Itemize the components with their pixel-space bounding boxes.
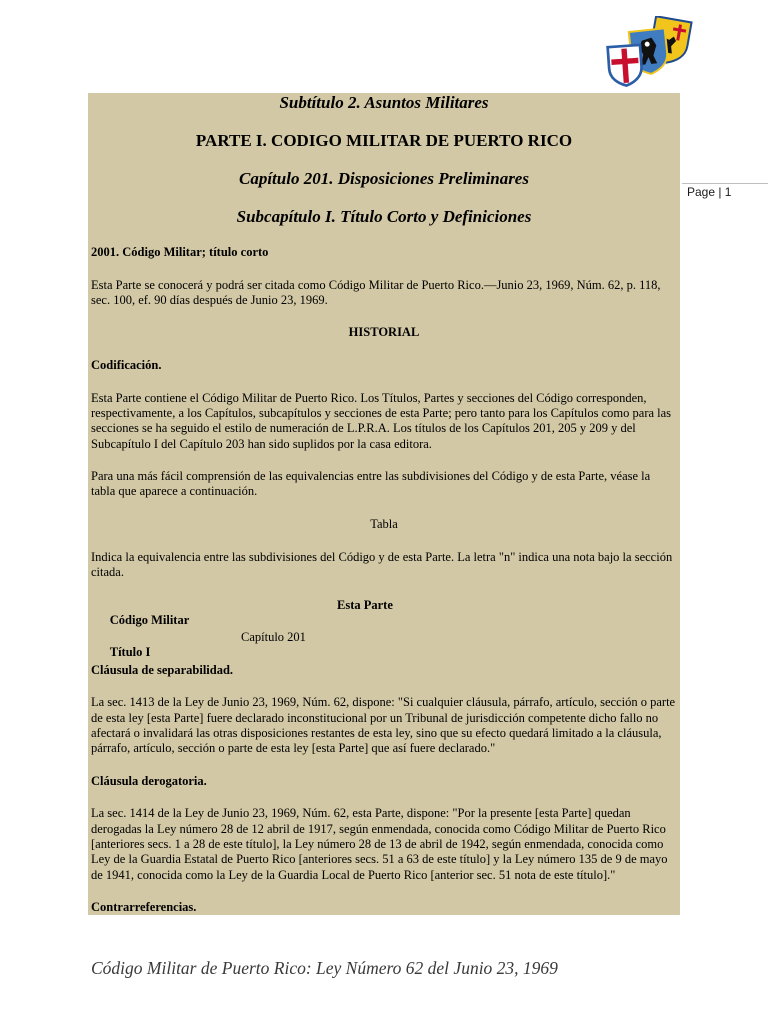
historial-heading: HISTORIAL	[348, 325, 420, 340]
page-number-rule	[682, 183, 768, 184]
table-title: Tabla	[370, 517, 398, 532]
severability-heading: Cláusula de separabilidad.	[91, 662, 234, 677]
white-shield-icon	[608, 45, 643, 87]
footer-text: Código Militar de Puerto Rico: Ley Número 62 del Junio 23, 1969	[91, 958, 558, 978]
page-number: Page | 1	[687, 185, 732, 199]
table-header-row	[91, 597, 677, 627]
repeal-heading: Cláusula derogatoria.	[91, 773, 207, 788]
codification-text: Esta Parte contiene el Código Militar de Puerto Rico. Los Títulos, Partes y secciones del Código corresponden, respectivamente, a los Capítulos, subcapítulos y secciones de esta Parte; pero tanto para los Capítulos como para las secciones se ha seguido el estilo de numeración de L.P.R.A. Los títulos de los Capítulos 201, 205 y 209 y del Subcapítulo I del Capítulo 203 han sido suplidos por la casa editora.	[91, 390, 672, 451]
chapter-title: Capítulo 201. Disposiciones Preliminares	[239, 169, 529, 188]
part-title: PARTE I. CODIGO MILITAR DE PUERTO RICO	[195, 131, 573, 150]
table-row	[91, 630, 677, 660]
logo	[606, 16, 694, 88]
table-cell-codigo-militar: Título I	[109, 645, 151, 660]
repeal-text: La sec. 1414 de la Ley de Junio 23, 1969, Núm. 62, esta Parte, dispone: "Por la presente [esta Parte] quedan derogadas la Ley número 28 de 12 abril de 1917, según enmendada, conocida como Código Militar de Puerto Rico [anteriores secs. 1 a 28 de este título], la Ley número 28 de 13 de abril de 1942, según enmendada, conocida como Ley de la Guardia Estatal de Puerto Rico [anteriores secs. 51 a 63 de este título] y la Ley número 135 de 9 de mayo de 1941, conocida como la Ley de la Guardia Local de Puerto Rico [anterior sec. 51 nota de este título]."	[91, 806, 668, 882]
table-header-codigo-militar: Código Militar	[109, 612, 190, 627]
table-note-text: Indica la equivalencia entre las subdivisiones del Código y de esta Parte. La letra "n" indica una nota bajo la sección citada.	[91, 549, 673, 579]
document-panel	[88, 93, 680, 915]
severability-text: La sec. 1413 de la Ley de Junio 23, 1969, Núm. 62, dispone: "Si cualquier cláusula, párrafo, artículo, sección o parte de esta ley [esta Parte] fuere declarado inconstitucional por un Tribunal de jurisdicción competente dicho fallo no afectará o invalidará las otras disposiciones restantes de esta ley, sino que su efecto quedará limitado a la cláusula, párrafo, artículo, sección o parte de esta ley [esta Parte] que así fuere declarado."	[91, 695, 676, 756]
codification-heading: Codificación.	[91, 358, 162, 373]
table-header-esta-parte: Esta Parte	[337, 597, 393, 612]
table-intro-text: Para una más fácil comprensión de las equivalencias entre las subdivisiones del Código y de esta Parte, véase la tabla que aparece a continuación.	[91, 469, 651, 499]
table-cell-esta-parte: Capítulo 201	[241, 630, 306, 645]
section-text: Esta Parte se conocerá y podrá ser citada como Código Militar de Puerto Rico.—Junio 23, 1969, Núm. 62, p. 118, sec. 100, ef. 90 días después de Junio 23, 1969.	[91, 277, 661, 307]
section-heading: 2001. Código Militar; título corto	[91, 245, 269, 259]
subchapter-title: Subcapítulo I. Título Corto y Definiciones	[236, 207, 532, 226]
coat-of-arms-shields-icon	[606, 16, 694, 88]
cross-references-heading: Contrarreferencias.	[91, 900, 197, 915]
subtitle-heading: Subtítulo 2. Asuntos Militares	[279, 93, 489, 112]
